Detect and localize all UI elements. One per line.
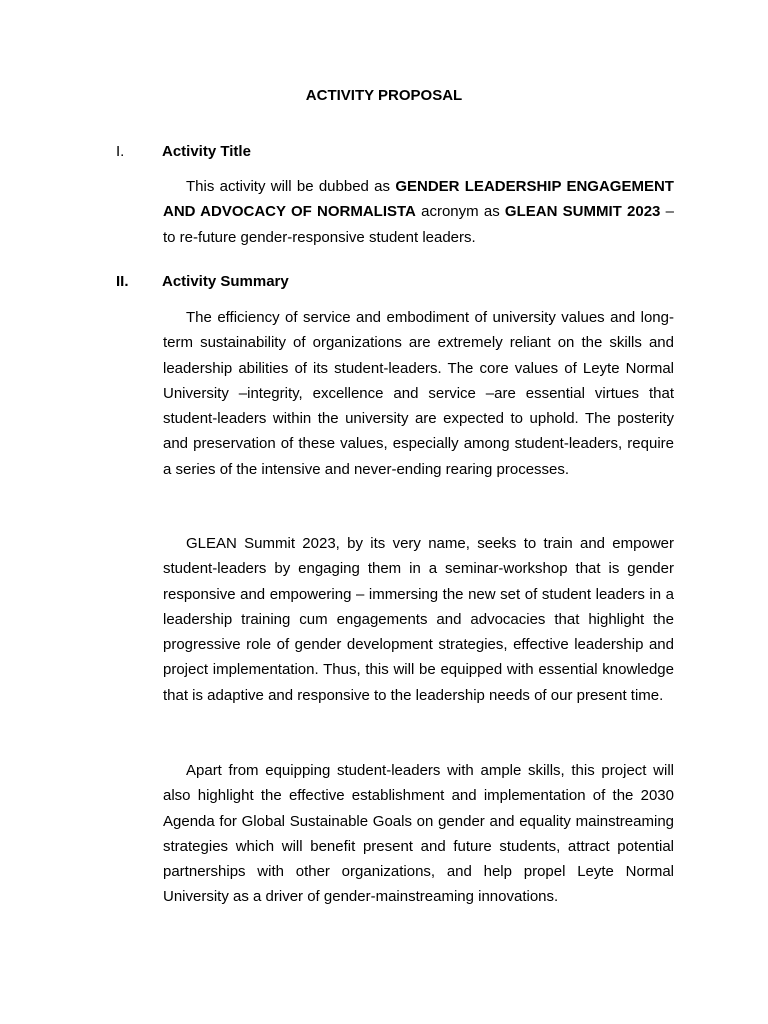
section-number: I. <box>116 143 125 160</box>
activity-acronym: GLEAN SUMMIT 2023 <box>504 203 661 221</box>
text-run: acronym as <box>415 203 505 221</box>
section-number: II. <box>116 273 129 290</box>
section-heading: Activity Title <box>162 143 251 160</box>
document-title: ACTIVITY PROPOSAL <box>305 87 463 104</box>
summary-paragraph-2: GLEAN Summit 2023, by its very name, seeks to train and empower student-leaders by engaging them in a seminar-workshop that is gender responsive and empowering – immersing the new set of student leaders in a leadership training cum engagements and advocacies that highlight the progressive role of gender development strategies, effective leadership and project implementation. Thus, this will be equipped with essential knowledge that is adaptive and responsive to the leadership needs of our present time. <box>163 535 674 704</box>
activity-full-name: GENDER LEADERSHIP ENGAGEMENT AND ADVOCACY OF NORMALISTA <box>163 178 674 221</box>
summary-paragraph-3: Apart from equipping student-leaders with ample skills, this project will also highlight the effective establishment and implementation of the 2030 Agenda for Global Sustainable Goals on gender and equality mainstreaming strategies which will benefit present and future students, attract potential partnerships with other organizations, and help propel Leyte Normal University as a driver of gender-mainstreaming innovations. <box>163 762 674 906</box>
activity-title-paragraph <box>163 174 674 250</box>
section-heading: Activity Summary <box>162 273 289 290</box>
text-run: This activity will be dubbed as <box>186 178 396 195</box>
text-run: –to re-future gender-responsive student leaders. <box>163 203 674 246</box>
summary-paragraph-1: The efficiency of service and embodiment of university values and long-term sustainability of organizations are extremely reliant on the skills and leadership abilities of its student-leaders. The core values of Leyte Normal University –integrity, excellence and service –are essential virtues that student-leaders within the university are expected to uphold. The posterity and preservation of these values, especially among student-leaders, require a series of the intensive and never-ending rearing processes. <box>163 309 674 478</box>
